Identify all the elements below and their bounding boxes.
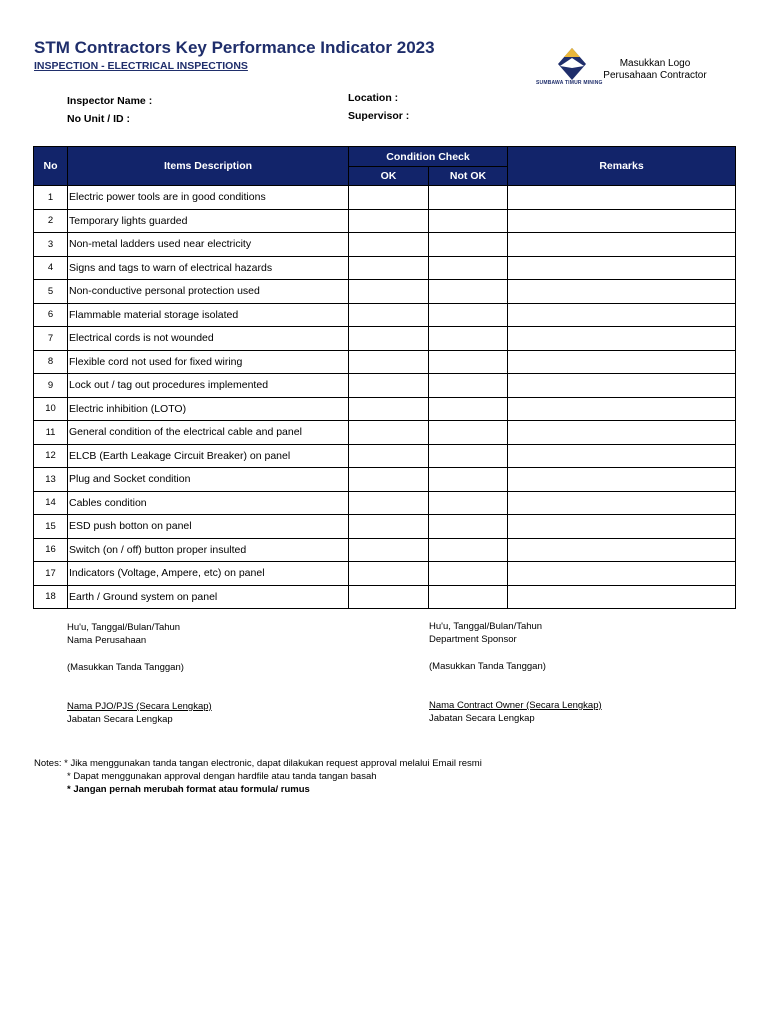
- table-row: [34, 421, 736, 445]
- row-description: Flexible cord not used for fixed wiring: [68, 350, 349, 374]
- remarks-cell[interactable]: [508, 280, 736, 304]
- row-description: Flammable material storage isolated: [68, 303, 349, 327]
- table-row: [34, 350, 736, 374]
- not-ok-cell[interactable]: [429, 585, 508, 609]
- row-description: General condition of the electrical cable and panel: [68, 421, 349, 445]
- remarks-cell[interactable]: [508, 327, 736, 351]
- row-description: Earth / Ground system on panel: [68, 585, 349, 609]
- not-ok-cell[interactable]: [429, 303, 508, 327]
- ok-cell[interactable]: [349, 327, 429, 351]
- sig-left-sign: (Masukkan Tanda Tanggan): [67, 662, 184, 673]
- not-ok-cell[interactable]: [429, 374, 508, 398]
- col-header-ok: OK: [349, 167, 429, 186]
- not-ok-cell[interactable]: [429, 327, 508, 351]
- ok-cell[interactable]: [349, 233, 429, 257]
- row-number: 9: [34, 374, 68, 398]
- logo-note-line1: Masukkan Logo: [619, 58, 691, 69]
- row-description: Electric power tools are in good conditions: [68, 186, 349, 210]
- logo-caption: SUMBAWA TIMUR MINING: [536, 80, 603, 86]
- ok-cell[interactable]: [349, 397, 429, 421]
- ok-cell[interactable]: [349, 374, 429, 398]
- row-description: Indicators (Voltage, Ampere, etc) on panel: [68, 562, 349, 586]
- row-number: 1: [34, 186, 68, 210]
- table-row: [34, 233, 736, 257]
- no-unit-label: No Unit / ID :: [67, 113, 130, 125]
- table-row: [34, 374, 736, 398]
- remarks-cell[interactable]: [508, 538, 736, 562]
- row-number: 16: [34, 538, 68, 562]
- row-number: 12: [34, 444, 68, 468]
- row-number: 8: [34, 350, 68, 374]
- table-row: [34, 256, 736, 280]
- ok-cell[interactable]: [349, 303, 429, 327]
- not-ok-cell[interactable]: [429, 491, 508, 515]
- notes-line-1: * Jika menggunakan tanda tangan electronic, dapat dilakukan request approval melalui Email resmi: [64, 758, 482, 769]
- remarks-cell[interactable]: [508, 468, 736, 492]
- row-number: 13: [34, 468, 68, 492]
- remarks-cell[interactable]: [508, 303, 736, 327]
- notes-line-2: * Dapat menggunakan approval dengan hardfile atau tanda tangan basah: [67, 771, 377, 782]
- sig-right-name: Nama Contract Owner (Secara Lengkap): [429, 700, 602, 711]
- not-ok-cell[interactable]: [429, 562, 508, 586]
- not-ok-cell[interactable]: [429, 397, 508, 421]
- notes-block: [34, 757, 482, 796]
- not-ok-cell[interactable]: [429, 233, 508, 257]
- remarks-cell[interactable]: [508, 233, 736, 257]
- location-label: Location :: [348, 92, 399, 104]
- table-row: [34, 280, 736, 304]
- sig-left-date: Hu'u, Tanggal/Bulan/Tahun: [67, 622, 181, 633]
- row-description: Non-conductive personal protection used: [68, 280, 349, 304]
- row-description: Plug and Socket condition: [68, 468, 349, 492]
- not-ok-cell[interactable]: [429, 538, 508, 562]
- remarks-cell[interactable]: [508, 444, 736, 468]
- signature-block-left: [67, 621, 212, 726]
- remarks-cell[interactable]: [508, 491, 736, 515]
- ok-cell[interactable]: [349, 256, 429, 280]
- ok-cell[interactable]: [349, 350, 429, 374]
- col-header-items: Items Description: [68, 147, 349, 186]
- col-header-remarks: Remarks: [508, 147, 736, 186]
- sig-right-position: Jabatan Secara Lengkap: [429, 713, 535, 724]
- row-description: Electric inhibition (LOTO): [68, 397, 349, 421]
- row-number: 7: [34, 327, 68, 351]
- remarks-cell[interactable]: [508, 421, 736, 445]
- table-row: [34, 209, 736, 233]
- inspection-table: [33, 146, 736, 609]
- ok-cell[interactable]: [349, 585, 429, 609]
- row-number: 3: [34, 233, 68, 257]
- table-row: [34, 444, 736, 468]
- col-header-not-ok: Not OK: [429, 167, 508, 186]
- inspector-name-label: Inspector Name :: [67, 95, 153, 107]
- sig-left-position: Jabatan Secara Lengkap: [67, 714, 173, 725]
- not-ok-cell[interactable]: [429, 186, 508, 210]
- sig-right-org: Department Sponsor: [429, 634, 517, 645]
- remarks-cell[interactable]: [508, 374, 736, 398]
- ok-cell[interactable]: [349, 186, 429, 210]
- row-number: 6: [34, 303, 68, 327]
- col-header-no: No: [34, 147, 68, 186]
- not-ok-cell[interactable]: [429, 421, 508, 445]
- row-number: 17: [34, 562, 68, 586]
- col-header-condition: Condition Check: [349, 147, 508, 167]
- row-description: Electrical cords is not wounded: [68, 327, 349, 351]
- remarks-cell[interactable]: [508, 186, 736, 210]
- row-description: Lock out / tag out procedures implemented: [68, 374, 349, 398]
- logo-placeholder-note: [600, 58, 710, 82]
- notes-label: Notes:: [34, 758, 62, 769]
- remarks-cell[interactable]: [508, 515, 736, 539]
- page-subtitle: INSPECTION - ELECTRICAL INSPECTIONS: [34, 60, 248, 72]
- row-number: 5: [34, 280, 68, 304]
- row-number: 4: [34, 256, 68, 280]
- ok-cell[interactable]: [349, 562, 429, 586]
- sig-left-name: Nama PJO/PJS (Secara Lengkap): [67, 701, 212, 712]
- remarks-cell[interactable]: [508, 256, 736, 280]
- not-ok-cell[interactable]: [429, 444, 508, 468]
- ok-cell[interactable]: [349, 538, 429, 562]
- ok-cell[interactable]: [349, 491, 429, 515]
- row-number: 18: [34, 585, 68, 609]
- table-row: [34, 397, 736, 421]
- remarks-cell[interactable]: [508, 350, 736, 374]
- remarks-cell[interactable]: [508, 562, 736, 586]
- page-title: STM Contractors Key Performance Indicator 2023: [34, 38, 435, 57]
- ok-cell[interactable]: [349, 444, 429, 468]
- row-number: 10: [34, 397, 68, 421]
- table-row: [34, 491, 736, 515]
- not-ok-cell[interactable]: [429, 468, 508, 492]
- not-ok-cell[interactable]: [429, 209, 508, 233]
- table-row: [34, 468, 736, 492]
- table-row: [34, 538, 736, 562]
- remarks-cell[interactable]: [508, 397, 736, 421]
- remarks-cell[interactable]: [508, 209, 736, 233]
- table-row: [34, 327, 736, 351]
- not-ok-cell[interactable]: [429, 350, 508, 374]
- table-row: [34, 303, 736, 327]
- remarks-cell[interactable]: [508, 585, 736, 609]
- ok-cell[interactable]: [349, 468, 429, 492]
- ok-cell[interactable]: [349, 421, 429, 445]
- company-logo-icon: [556, 46, 588, 82]
- table-row: [34, 585, 736, 609]
- sig-right-date: Hu'u, Tanggal/Bulan/Tahun: [429, 621, 543, 632]
- logo-note-line2: Perusahaan Contractor: [603, 70, 707, 81]
- signature-block-right: [429, 620, 602, 725]
- row-description: ELCB (Earth Leakage Circuit Breaker) on panel: [68, 444, 349, 468]
- row-description: Cables condition: [68, 491, 349, 515]
- table-row: [34, 562, 736, 586]
- ok-cell[interactable]: [349, 209, 429, 233]
- not-ok-cell[interactable]: [429, 256, 508, 280]
- row-number: 15: [34, 515, 68, 539]
- row-number: 2: [34, 209, 68, 233]
- ok-cell[interactable]: [349, 280, 429, 304]
- row-number: 14: [34, 491, 68, 515]
- supervisor-label: Supervisor :: [348, 110, 410, 122]
- sig-right-sign: (Masukkan Tanda Tanggan): [429, 661, 546, 672]
- table-row: [34, 186, 736, 210]
- not-ok-cell[interactable]: [429, 515, 508, 539]
- notes-line-3: * Jangan pernah merubah format atau formula/ rumus: [67, 784, 310, 795]
- row-number: 11: [34, 421, 68, 445]
- row-description: ESD push botton on panel: [68, 515, 349, 539]
- ok-cell[interactable]: [349, 515, 429, 539]
- row-description: Signs and tags to warn of electrical hazards: [68, 256, 349, 280]
- row-description: Switch (on / off) button proper insulted: [68, 538, 349, 562]
- row-description: Temporary lights guarded: [68, 209, 349, 233]
- table-row: [34, 515, 736, 539]
- row-description: Non-metal ladders used near electricity: [68, 233, 349, 257]
- sig-left-org: Nama Perusahaan: [67, 635, 147, 646]
- not-ok-cell[interactable]: [429, 280, 508, 304]
